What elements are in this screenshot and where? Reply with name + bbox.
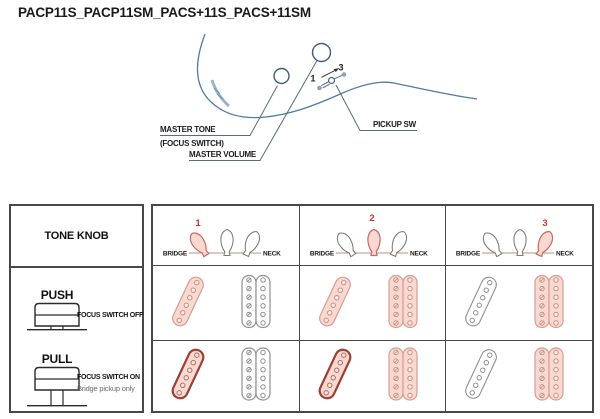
guitar-body-outline	[197, 34, 477, 118]
pickup-state-diagram	[153, 341, 297, 410]
selector-lever	[334, 230, 358, 258]
bridge-single-coil-pickup	[464, 347, 500, 400]
bridge-single-coil-pickup	[317, 347, 353, 400]
pickup-state-diagram	[446, 266, 590, 340]
selector-lever	[514, 230, 526, 256]
selector-lever	[240, 229, 262, 258]
pickup-switch-icon	[310, 63, 346, 91]
focus-on-pickups-cell	[300, 341, 446, 411]
focus-switch-on-note: Bridge pickup only	[77, 384, 135, 393]
selector-lever	[480, 230, 504, 258]
bridge-single-coil-pickup	[170, 347, 206, 400]
body-edge-shading	[212, 80, 229, 106]
tone-knob-title: TONE KNOB	[44, 230, 109, 242]
focus-switch-off-desc: FOCUS SWITCH OFF	[77, 312, 143, 319]
selector-position-column-2	[299, 206, 447, 411]
selector-lever-selected	[368, 230, 380, 256]
focus-off-pickups-cell	[153, 266, 299, 341]
position-number: 3	[542, 218, 548, 229]
tone-knob-body-cell	[11, 268, 142, 412]
switch-link-line	[335, 75, 343, 78]
pickup-state-diagram	[446, 341, 590, 410]
focus-on-pickups-cell	[153, 341, 299, 411]
bridge-label: BRIDGE	[456, 250, 481, 258]
neck-humbucker-pickup	[242, 348, 270, 400]
switch-end-dot	[317, 86, 322, 91]
neck-label: NECK	[263, 250, 281, 258]
selector-position-column-3	[446, 206, 592, 411]
pickup-state-diagram	[153, 266, 297, 340]
bridge-single-coil-pickup	[464, 275, 500, 328]
neck-humbucker-pickup	[389, 276, 417, 328]
neck-humbucker-pickup	[535, 348, 563, 400]
focus-off-pickups-cell	[300, 266, 446, 341]
position-number: 1	[195, 218, 201, 229]
switch-pos-1-label: 1	[310, 73, 316, 84]
selector-lever-selected	[187, 230, 211, 258]
master-volume-label: MASTER VOLUME	[189, 150, 256, 159]
neck-humbucker-pickup	[535, 276, 563, 328]
selector-lever	[387, 229, 409, 258]
bridge-label: BRIDGE	[309, 250, 334, 258]
focus-switch-label: (FOCUS SWITCH)	[160, 138, 224, 148]
tone-knob-header-cell	[11, 206, 142, 268]
switch-throw-arrow	[322, 70, 336, 77]
focus-on-pickups-cell	[446, 341, 592, 411]
pickup-state-diagram	[300, 266, 444, 340]
switch-lever-shaft	[321, 82, 329, 88]
neck-humbucker-pickup	[389, 348, 417, 400]
switch-pos-3-label: 3	[338, 62, 344, 73]
selector-position-column-1	[153, 206, 299, 411]
pickup-sw-label: PICKUP SW	[373, 119, 416, 129]
switch-position-diagram	[446, 206, 590, 265]
master-volume-knob-circle	[313, 44, 331, 62]
pickup-state-diagram	[300, 341, 444, 410]
selector-lever	[221, 230, 233, 256]
focus-off-pickups-cell	[446, 266, 592, 341]
switch-position-cell	[153, 206, 299, 266]
switch-position-cell	[300, 206, 446, 266]
bridge-single-coil-pickup	[317, 275, 353, 328]
bridge-single-coil-pickup	[170, 275, 206, 328]
focus-switch-on-desc: FOCUS SWITCH ON	[77, 374, 140, 381]
guitar-control-diagram	[0, 0, 600, 200]
switch-end-dot	[342, 72, 347, 77]
pull-label: PULL	[41, 352, 73, 366]
tone-knob-panel	[9, 204, 144, 413]
page-title: PACP11S_PACP11SM_PACS+11S_PACS+11SM	[18, 5, 311, 20]
push-label: PUSH	[40, 288, 74, 302]
master-tone-knob-circle	[274, 69, 289, 84]
bridge-label: BRIDGE	[162, 250, 187, 258]
neck-label: NECK	[409, 250, 428, 258]
master-tone-label: MASTER TONE	[160, 125, 216, 134]
neck-humbucker-pickup	[242, 276, 270, 328]
pickup-selector-table	[151, 204, 594, 413]
switch-position-cell	[446, 206, 592, 266]
switch-position-diagram	[153, 206, 297, 265]
position-number: 2	[369, 213, 375, 224]
switch-position-diagram	[300, 206, 444, 265]
selector-lever-selected	[534, 229, 556, 258]
switch-pivot	[329, 78, 335, 84]
neck-label: NECK	[556, 250, 574, 258]
